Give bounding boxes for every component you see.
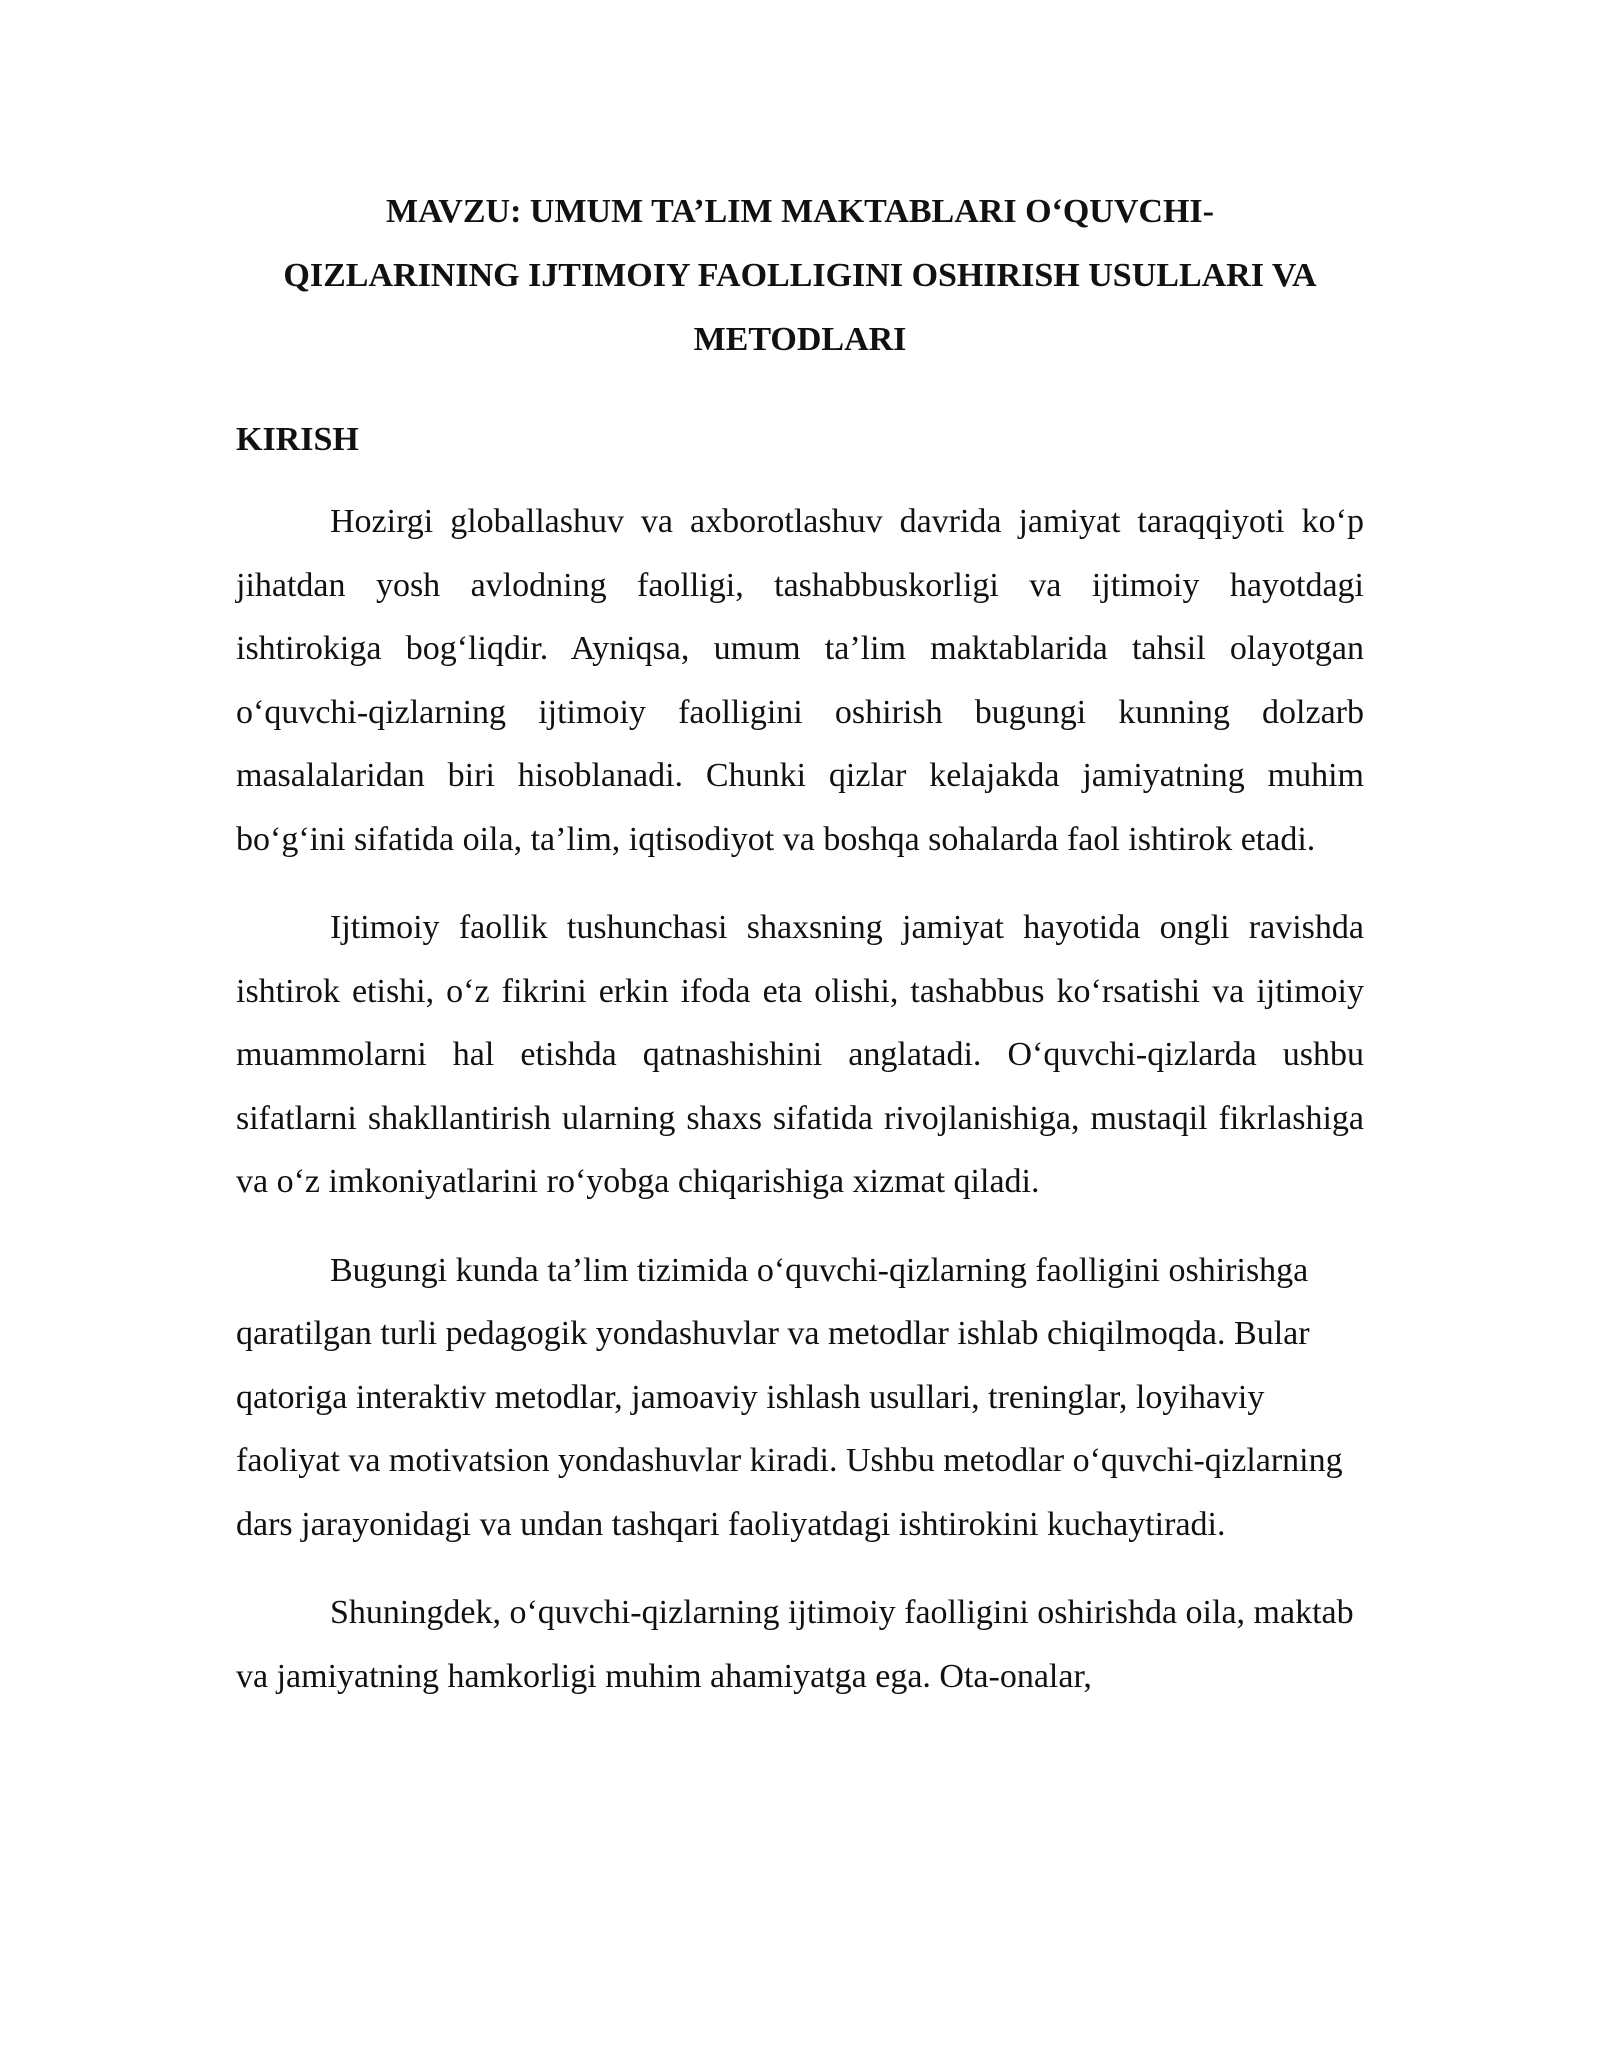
document-page	[236, 180, 1364, 1708]
paragraph-2: Ijtimoiy faollik tushunchasi shaxsning jamiyat hayotida ongli ravishda ishtirok etishi, o‘z fikrini erkin ifoda eta olishi, tashabbus ko‘rsatishi va ijtimoiy muammolarni hal etishda qatnashishini anglatadi. O‘quvchi-qizlarda ushbu sifatlarni shakllantirish ularning shaxs sifatida rivojlanishiga, mustaqil fikrlashiga va o‘z imkoniyatlarini ro‘yobga chiqarishiga xizmat qiladi.	[236, 909, 1364, 1200]
paragraph-4: Shuningdek, o‘quvchi-qizlarning ijtimoiy faolligini oshirishda oila, maktab va jamiyatning hamkorligi muhim ahamiyatga ega. Ota-onalar,	[236, 1594, 1354, 1695]
title-line-2: QIZLARINING IJTIMOIY FAOLLIGINI OSHIRISH USULLARI VA	[283, 257, 1317, 294]
paragraph-1: Hozirgi globallashuv va axborotlashuv davrida jamiyat taraqqiyoti ko‘p jihatdan yosh avlodning faolligi, tashabbuskorligi va ijtimoiy hayotdagi ishtirokiga bog‘liqdir. Ayniqsa, umum ta’lim maktablarida tahsil olayotgan o‘quvchi-qizlarning ijtimoiy faolligini oshirish bugungi kunning dolzarb masalalaridan biri hisoblanadi. Chunki qizlar kelajakda jamiyatning muhim bo‘g‘ini sifatida oila, ta’lim, iqtisodiyot va boshqa sohalarda faol ishtirok etadi.	[236, 503, 1364, 858]
document-title	[236, 180, 1364, 372]
section-heading-kirish: KIRISH	[236, 421, 359, 458]
title-line-3: METODLARI	[693, 321, 907, 358]
title-line-1: MAVZU: UMUM TA’LIM MAKTABLARI O‘QUVCHI-	[386, 193, 1214, 230]
paragraph-3: Bugungi kunda ta’lim tizimida o‘quvchi-qizlarning faolligini oshirishga qaratilgan turli pedagogik yondashuvlar va metodlar ishlab chiqilmoqda. Bular qatoriga interaktiv metodlar, jamoaviy ishlash usullari, treninglar, loyihaviy faoliyat va motivatsion yondashuvlar kiradi. Ushbu metodlar o‘quvchi-qizlarning dars jarayonidagi va undan tashqari faoliyatdagi ishtirokini kuchaytiradi.	[236, 1251, 1343, 1543]
